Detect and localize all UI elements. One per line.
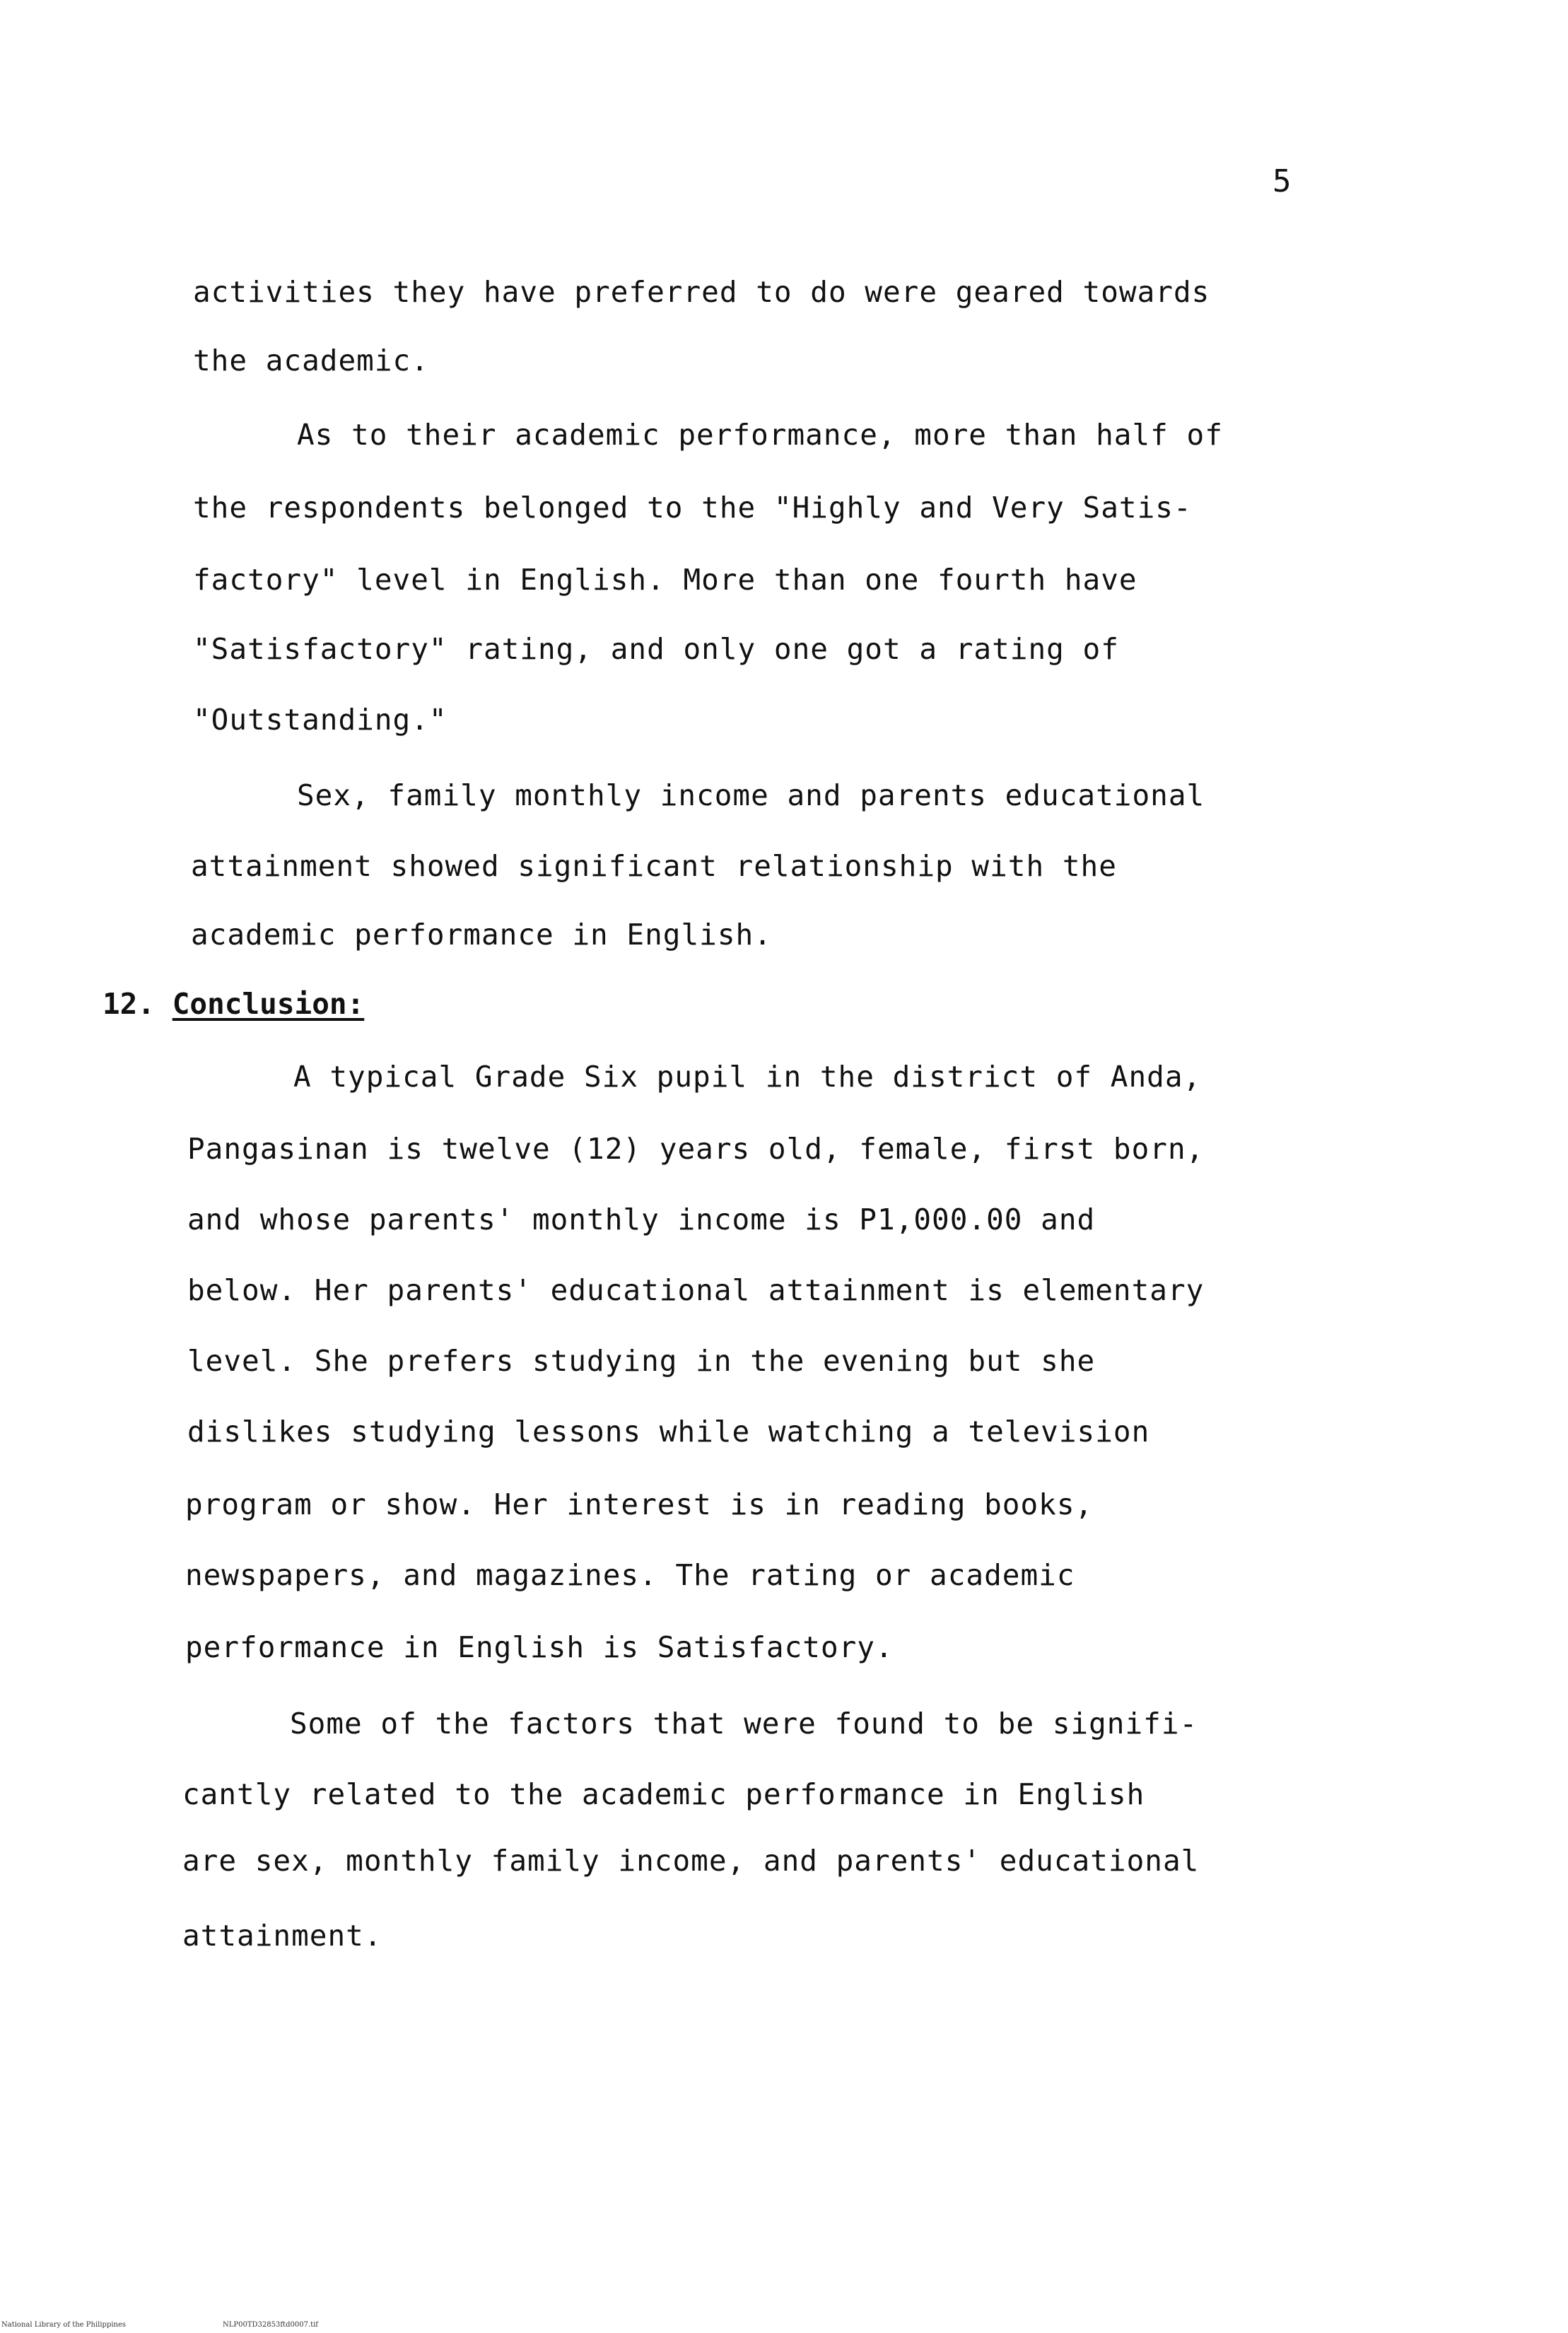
conclusion-line: A typical Grade Six pupil in the district of Anda, xyxy=(293,1060,1202,1094)
conclusion-line: are sex, monthly family income, and parents' educational xyxy=(182,1844,1200,1878)
conclusion-line: performance in English is Satisfactory. xyxy=(185,1630,894,1664)
section-number: 12. xyxy=(103,987,156,1021)
section-title: Conclusion: xyxy=(172,987,365,1021)
conclusion-line: Pangasinan is twelve (12) years old, female, first born, xyxy=(187,1132,1205,1166)
body-line: "Satisfactory" rating, and only one got a rating of xyxy=(193,632,1119,666)
body-line: "Outstanding." xyxy=(193,703,447,737)
conclusion-line: and whose parents' monthly income is P1,000.00 and xyxy=(187,1203,1096,1236)
conclusion-line: Some of the factors that were found to be signifi- xyxy=(290,1707,1198,1741)
section-heading xyxy=(103,987,365,1021)
body-line: attainment showed significant relationship with the xyxy=(191,849,1117,883)
body-line: academic performance in English. xyxy=(191,918,772,952)
page-number: 5 xyxy=(1272,163,1292,199)
conclusion-line: cantly related to the academic performance in English xyxy=(182,1777,1145,1811)
conclusion-line: newspapers, and magazines. The rating or academic xyxy=(185,1558,1075,1592)
body-line: the respondents belonged to the "Highly and Very Satis- xyxy=(193,491,1192,525)
conclusion-line: dislikes studying lessons while watching a television xyxy=(187,1415,1150,1449)
body-line: As to their academic performance, more than half of xyxy=(297,418,1223,452)
conclusion-line: attainment. xyxy=(182,1919,382,1953)
footer-file: NLP00TD32853ftd0007.tif xyxy=(223,2321,319,2329)
conclusion-line: level. She prefers studying in the evening but she xyxy=(187,1344,1096,1378)
body-line: factory" level in English. More than one fourth have xyxy=(193,563,1137,597)
body-line: activities they have preferred to do were geared towards xyxy=(193,275,1210,309)
conclusion-line: below. Her parents' educational attainment is elementary xyxy=(187,1273,1205,1307)
footer-library: National Library of the Philippines xyxy=(1,2321,127,2329)
body-line: Sex, family monthly income and parents educational xyxy=(297,778,1205,812)
body-line: the academic. xyxy=(193,344,429,378)
conclusion-line: program or show. Her interest is in reading books, xyxy=(185,1487,1094,1521)
